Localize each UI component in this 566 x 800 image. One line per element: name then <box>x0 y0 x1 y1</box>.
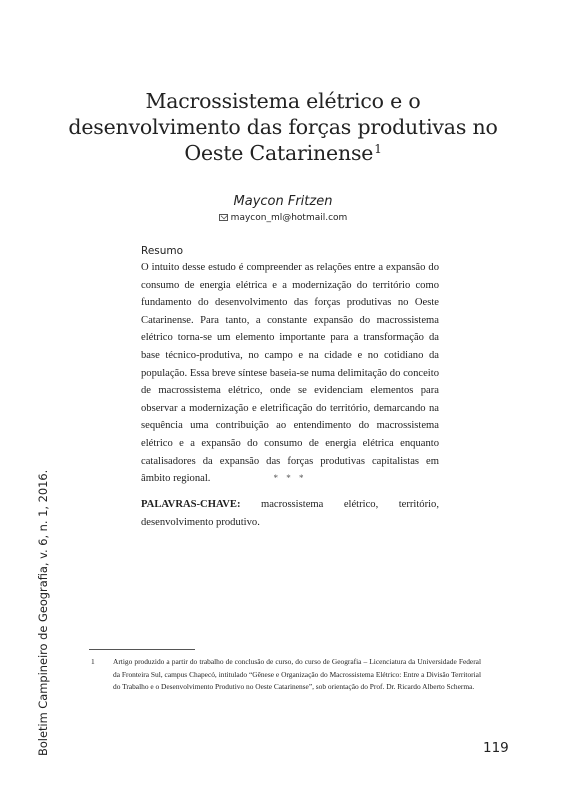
abstract-heading: Resumo <box>141 245 184 257</box>
running-head: Boletim Campineiro de Geografia, v. 6, n. 1, 2016. <box>36 469 50 756</box>
article-title-text: Macrossistema elétrico e o desenvolvimento das forças produtivas no Oeste Catarinense <box>68 89 498 165</box>
abstract-text: O intuito desse estudo é compreender as relações entre a expansão do consumo de energia elétrica e a modernização do território como fundamento do desenvolvimento das forças produtivas no Oeste Catarinense. Para tanto, a constante expansão do macrossistema elétrico torna-se um elemento importante para a transformação da base técnico-produtiva, no campo e na cidade e no cotidiano da população. Essa breve síntese baseia-se numa delimitação do conceito de macrossistema elétrico, onde se evidenciam elementos para observar a modernização e eletrificação do território, demarcando na sequência uma contribuição ao entendimento do macrossistema elétrico e a expansão do consumo de energia elétrica enquanto catalisadores da expansão das forças produtivas capitalistas em âmbito regional. <box>141 262 439 485</box>
footnote <box>91 656 481 694</box>
footnote-number: 1 <box>91 657 95 666</box>
keywords <box>141 496 439 531</box>
article-title <box>60 88 506 166</box>
author-name: Maycon Fritzen <box>233 194 333 209</box>
author-email <box>150 213 416 223</box>
footnote-text: Artigo produzido a partir do trabalho de conclusão de curso, do curso de Geografia – Licenciatura da Universidade Federal da Fronteira Sul, campus Chapecó, intitulado “Gênese e Organização do Macrossistema Elétrico: Entre a Divisão Territorial do Trabalho e o Desenvolvimento Produtivo no Oeste Catarinense”, sob orientação do Prof. Dr. Ricardo Alberto Scherma. <box>113 657 481 692</box>
envelope-icon <box>219 214 228 221</box>
footnote-divider <box>89 649 195 650</box>
author-email-text[interactable]: maycon_ml@hotmail.com <box>230 213 348 223</box>
keywords-text: macrossistema elétrico, território, desenvolvimento produtivo. <box>141 499 439 528</box>
section-separator: * * * <box>273 473 307 483</box>
footnote-marker[interactable]: 1 <box>374 142 382 156</box>
page-number: 119 <box>483 740 509 756</box>
keywords-label: PALAVRAS-CHAVE: <box>141 499 241 510</box>
